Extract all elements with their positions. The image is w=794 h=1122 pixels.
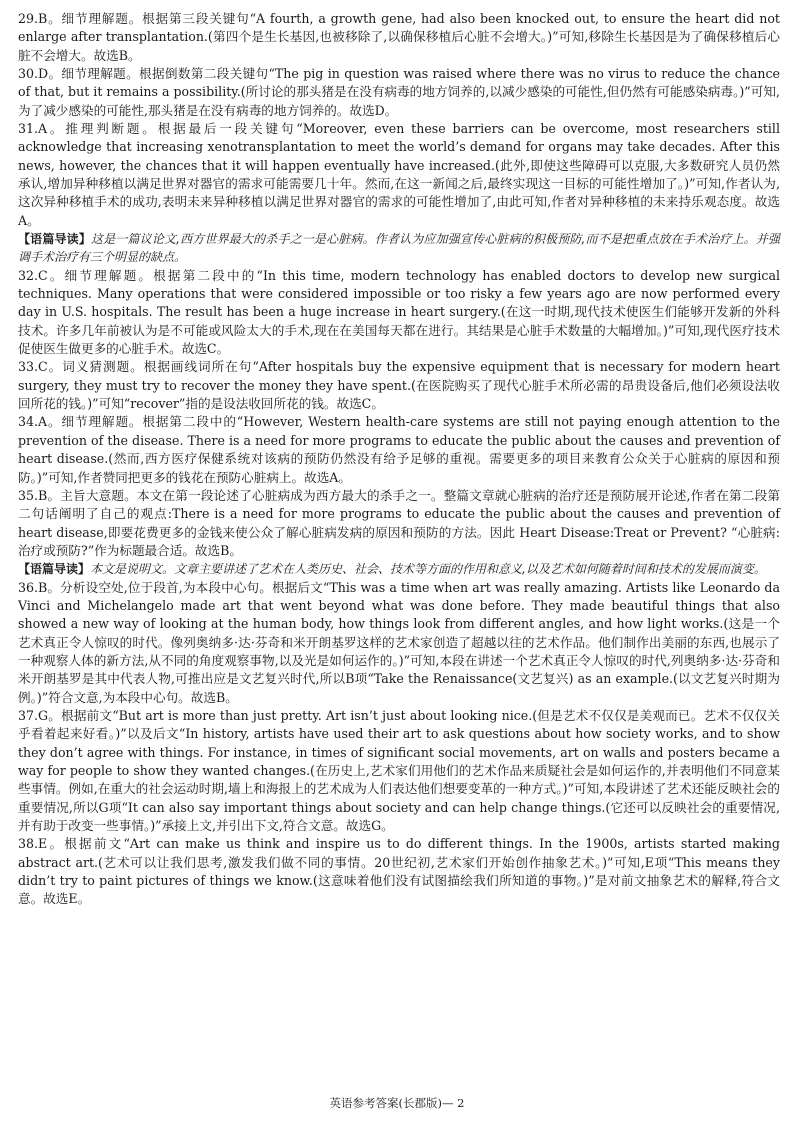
answer-34: 34.A。细节理解题。根据第二段中的“However, Western health-care systems are still not paying enough attention to the prevention of the disease. There is a need for more programs to educate the public about the causes and prevention of heart disease.(然而,西方医疗保健系统对该病的预防仍然没有给予足够的重视。需要更多的项目来教育公众关于心脏病的原因和预防。)”可知,作者赞同把更多的钱花在预防心脏病上。故选A。 bbox=[18, 414, 780, 485]
answer-37: 37.G。根据前文“But art is more than just pretty. Art isn’t just about looking nice.(但是艺术不仅仅是美观而已。艺术不仅仅关乎看着起来好看。)”以及后文“In history, artists have used their art to ask questions about how society works, and to show they don’t agree with things. For instance, in times of significant social movements, art on walls and posters became a way for people to show they wanted changes.(在历史上,艺术家们用他们的艺术作品来质疑社会是如何运作的,并表明他们不同意某些事情。例如,在重大的社会运动时期,墙上和海报上的艺术成为人们表达他们想要变革的一种方式。)”可知,本段讲述了艺术还能反映社会的重要情况,所以G项“It can also say important things about society and can help change things.(它还可以反映社会的重要情况,并有助于改变一些事情。)”承接上文,并引出下文,符合文意。故选G。 bbox=[18, 707, 780, 833]
answer-32: 32.C。细节理解题。根据第二段中的“In this time, modern technology has enabled doctors to develop new surgical techniques. Many operations that were considered impossible or too risky a few years ago are now performed every day in U.S. hospitals. The result has been a huge increase in heart surgery.(在这一时期,现代技术使医生们能够开发新的外科技术。许多几年前被认为是不可能或风险太大的手术,现在在美国每天都在进行。其结果是心脏手术数量的大幅增加。)”可知,现代医疗技术促使医生做更多的心脏手术。故选C。 bbox=[18, 267, 780, 357]
passage-guide-1: 【语篇导读】这是一篇议论文,西方世界最大的杀手之一是心脏病。作者认为应加强宣传心脏病的积极预防,而不是把重点放在手术治疗上。并强调手术治疗有三个明显的缺点。 bbox=[18, 232, 780, 265]
answer-36: 36.B。分析设空处,位于段首,为本段中心句。根据后文“This was a time when art was really amazing. Artists like Leonardo da Vinci and Michelangelo made art that went beyond what was done before. They made beautiful things that also showed a new way of looking at the human body, how things look from different angles, and how light works.(这是一个艺术真正令人惊叹的时代。像列奥纳多·达·芬奇和米开朗基罗这样的艺术家创造了超越以往的艺术作品。他们制作出美丽的东西,也展示了一种观察人体的新方法,从不同的角度观察事物,以及光是如何运作的。)”可知,本段在讲述一个艺术真正令人惊叹的时代,列奥纳多·达·芬奇和米开朗基罗是其中代表人物,可推出应是文艺复兴时代,所以B项“Take the Renaissance(文艺复兴) as an example.(以文艺复兴时期为例。)”符合文意,为本段中心句。故选B。 bbox=[18, 579, 780, 705]
answer-35: 35.B。主旨大意题。本文在第一段论述了心脏病成为西方最大的杀手之一。整篇文章就心脏病的治疗还是预防展开论述,作者在第二段第二句话阐明了自己的观点:There is a need for more programs to educate the public about the causes and prevention of heart disease,即要花费更多的金钱来使公众了解心脏病发病的原因和预防的方法。因此 Heart Disease:Treat or Prevent? “心脏病:治疗或预防?”作为标题最合适。故选B。 bbox=[18, 487, 780, 558]
answer-31: 31.A。推理判断题。根据最后一段关键句“Moreover, even these barriers can be overcome, most researchers still acknowledge that increasing xenotransplantation to meet the world’s demand for organs may take decades. After this news, however, the chances that it will happen eventually have increased.(此外,即使这些障碍可以克服,大多数研究人员仍然承认,增加异种移植以满足世界对器官的需求可能需要几十年。然而,在这一新闻之后,最终实现这一目标的可能性增加了。)”可知,作者认为,这次异种移植手术的成功,表明未来异种移植以满足世界对器官的需求的可能性增加了,由此可知,作者对异种移植的未来持乐观态度。故选A。 bbox=[18, 121, 780, 228]
passage-guide-2: 【语篇导读】本文是说明文。文章主要讲述了艺术在人类历史、社会、技术等方面的作用和意义,以及艺术如何随着时间和技术的发展而演变。 bbox=[18, 562, 766, 577]
answer-30: 30.D。细节理解题。根据倒数第二段关键句“The pig in question was raised where there was no virus to reduce the chance of that, but it remains a possibility.(所讨论的那头猪是在没有病毒的地方饲养的,以减少感染的可能性,但仍然有可能感染病毒。)”可知,为了减少感染的可能性,那头猪是在没有病毒的地方饲养的。故选D。 bbox=[18, 66, 780, 118]
page-footer: 英语参考答案(长郡版)— 2 bbox=[329, 1096, 465, 1110]
answer-33: 33.C。词义猜测题。根据画线词所在句“After hospitals buy the expensive equipment that is necessary for modern heart surgery, they must try to recover the money they have spent.(在医院购买了现代心脏手术所必需的昂贵设备后,他们必须设法收回所花的钱。)”可知“recover”指的是设法收回所花的钱。故选C。 bbox=[18, 359, 780, 412]
answer-29: 29.B。细节理解题。根据第三段关键句“A fourth, a growth gene, had also been knocked out, to ensure the heart did not enlarge after transplantation.(第四个是生长基因,也被移除了,以确保移植后心脏不会增大。)”可知,移除生长基因是为了确保移植后心脏不会增大。故选B。 bbox=[18, 11, 780, 63]
answer-38: 38.E。根据前文“Art can make us think and inspire us to do different things. In the 1900s, artists started making abstract art.(艺术可以让我们思考,激发我们做不同的事情。20世纪初,艺术家们开始创作抽象艺术。)”可知,E项“This means they didn’t try to paint pictures of things we know.(这意味着他们没有试图描绘我们所知道的事物。)”是对前文抽象艺术的解释,符合文意。故选E。 bbox=[18, 836, 780, 907]
